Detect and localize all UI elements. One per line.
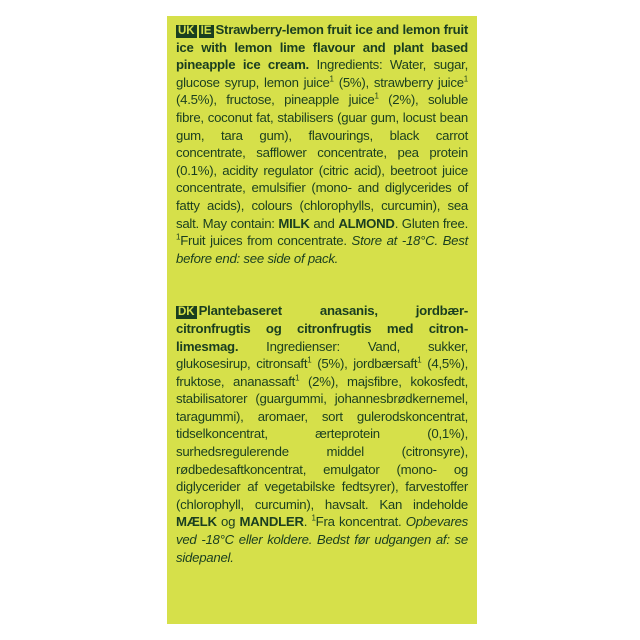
ingredients-label-panel (167, 16, 477, 624)
dk-allergen-almond: MANDLER (239, 514, 304, 530)
dk-ingredients-text-c: (4,5%), fruktose, ananassaft (176, 356, 468, 389)
dk-storage-instructions: Opbevares ved -18°C eller koldere. Bedst før udgangen af: se sidepanel. (176, 514, 469, 565)
footnote-marker: 1 (176, 232, 181, 242)
uk-ingredients-text-d: (2%), soluble fibre, coconut fat, stabilisers (guar gum, locust bean gum, tara gum), flavourings, black carrot concentrate, safflower concentrate, pea protein (0.1%), acidity regulator (citric acid), beetroot juice concentrate, emulsifier (mono- and diglycerides of fatty acids), colours (chlorophylls, curcumin), sea salt. May contain: (176, 92, 468, 231)
footnote-marker: 1 (307, 355, 312, 365)
uk-ingredients-text-c: (4.5%), fructose, pineapple juice (176, 92, 375, 108)
footnote-marker: 1 (417, 355, 422, 365)
dk-ingredients-block (176, 302, 468, 566)
footnote-marker: 1 (463, 74, 468, 84)
flag-badge-uk: UK (178, 25, 195, 37)
uk-ingredients-block (176, 21, 468, 267)
dk-ingredients-text-d: (2%), majsfibre, kokosfedt, stabilisatorer (guargummi, johannesbrødkernemel, taragummi), aromaer, sort gulerodskoncentrat, tidselkoncentrat, ærteprotein (0,1%), surhedsregulerende middel (citronsyre), rødbedesaftkoncentrat, emulgator (mono- og diglycerider af vegetabilske fedtsyrer), farvestoffer (chlorophyll, curcumin), havsalt. Kan indeholde (176, 373, 468, 512)
footnote-marker: 1 (295, 373, 300, 383)
footnote-marker: 1 (329, 74, 334, 84)
footnote-marker: 1 (311, 514, 316, 524)
uk-product-title: Strawberry-lemon fruit ice and lemon fruit ice with lemon lime flavour and plant based pineapple ice cream. (176, 22, 468, 73)
dk-and: og (216, 514, 240, 530)
dk-ingredients-text-a: Ingredienser: Vand, sukker, glukosesirup, citronsaft (176, 338, 468, 372)
flag-badge-dk: DK (178, 306, 195, 319)
dk-allergen-milk: MÆLK (176, 514, 217, 530)
uk-footnote: Fruit juices from concentrate. (180, 233, 352, 249)
uk-allergen-almond: ALMOND (338, 215, 395, 231)
uk-ingredients-text-b: (5%), strawberry juice (333, 74, 464, 90)
uk-storage-instructions: Store at -18°C. Best before end: see side of pack. (176, 233, 469, 266)
dk-after-allergens: . (303, 514, 312, 530)
dk-footnote: Fra koncentrat. (315, 514, 406, 530)
footnote-marker: 1 (374, 91, 379, 101)
flag-badge-ie: IE (200, 25, 212, 37)
uk-gluten-free: . Gluten free. (394, 215, 469, 231)
uk-allergen-milk: MILK (278, 215, 310, 231)
dk-ingredients-text-b: (5%), jordbærsaft (311, 356, 418, 372)
dk-product-title: Plantebaseret anasanis, jordbær-citronfrugtis og citronfrugtis med citron-limesmag. (176, 303, 468, 354)
uk-ingredients-text-a: Ingredients: Water, sugar, glucose syrup, lemon juice (176, 57, 468, 90)
uk-and: and (309, 215, 339, 231)
